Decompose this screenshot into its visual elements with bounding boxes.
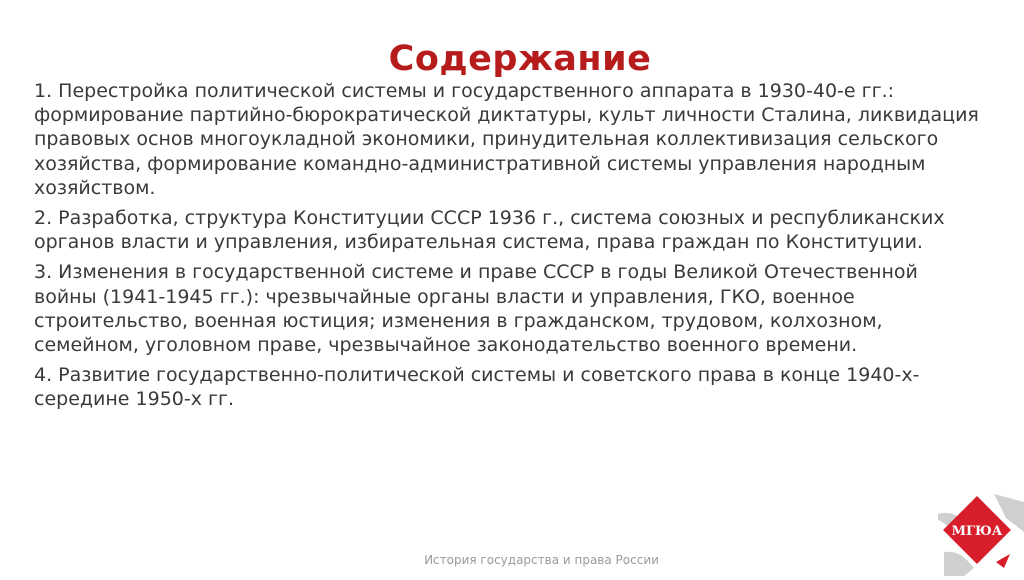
contents-item: 4. Развитие государственно-политической системы и советского права в конце 1940-х-середине 1950-х гг. [34,364,920,411]
contents-item: 3. Изменения в государственной системе и праве СССР в годы Великой Отечественной войны (1941-1945 гг.): чрезвычайные органы власти и управления, ГКО, военное строительство, военная юстиция; изменения в гражданском, трудовом, колхозном, семейном, уголовном праве, чрезвычайное законодательство военного времени. [34,261,918,357]
slide-title: Содержание [388,39,652,79]
logo-accent [996,554,1010,568]
contents-item: 1. Перестройка политической системы и государственного аппарата в 1930-40-е гг.: формирование партийно-бюрократической диктатуры, культ личности Сталина, ликвидация правовых основ многоукладной экономики, принудительная коллективизация сельского хозяйства, формирование командно-административной системы управления народным хозяйством. [34,80,979,199]
slide-footer: История государства и права России [424,553,659,567]
mgua-logo-icon [934,492,1024,576]
contents-list [34,79,984,418]
contents-item: 2. Разработка, структура Конституции СССР 1936 г., система союзных и республиканских органов власти и управления, избирательная система, права граждан по Конституции. [34,207,945,254]
mgua-logo [934,492,1024,576]
logo-text: МГЮА [951,524,1003,539]
